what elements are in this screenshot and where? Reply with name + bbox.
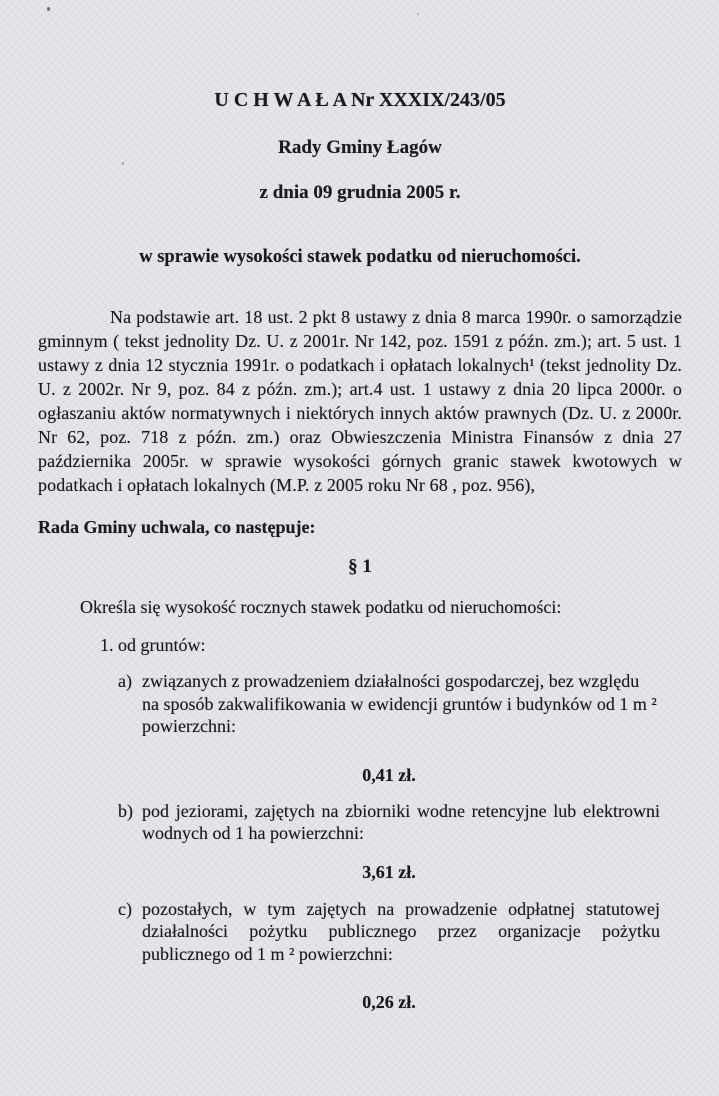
tax-item-a — [118, 670, 660, 738]
rate-item-c: 0,26 zł. — [362, 992, 416, 1012]
item-a-label: a) — [118, 671, 132, 691]
resolution-title: U C H W A Ł A Nr XXXIX/243/05 — [214, 89, 506, 111]
resolution-date: z dnia 09 grudnia 2005 r. — [259, 182, 461, 203]
rate-item-a: 0,41 zł. — [362, 764, 416, 785]
tax-item-c — [118, 898, 660, 966]
section-1-intro: Określa się wysokość rocznych stawek podatku od nieruchomości: — [80, 597, 562, 617]
item-b-text: pod jeziorami, zajętych na zbiorniki wodne retencyjne lub elektrowni wodnych od 1 ha powierzchni: — [142, 800, 660, 843]
section-1-heading: § 1 — [348, 556, 372, 577]
resolution-subject: w sprawie wysokości stawek podatku od nieruchomości. — [139, 247, 581, 267]
enacting-clause: Rada Gminy uchwala, co następuje: — [38, 517, 316, 537]
list-heading-od-gruntow: 1. od gruntów: — [100, 635, 206, 655]
item-c-label: c) — [118, 898, 132, 919]
rate-item-b: 3,61 zł. — [362, 861, 416, 882]
scan-speck — [122, 162, 124, 165]
legal-basis-paragraph: Na podstawie art. 18 ust. 2 pkt 8 ustawy z dnia 8 marca 1990r. o samorządzie gminnym ( tekst jednolity Dz. U. z 2001r. Nr 142, poz. 1591 z późn. zm.); art. 5 ust. 1 ustawy z dnia 12 stycznia 1991r. o podatkach i opłatach lokalnych¹ (tekst jednolity Dz. U. z 2002r. Nr 9, poz. 84 z późn. zm.); art.4 ust. 1 ustawy z dnia 20 lipca 2000r. o ogłaszaniu aktów normatywnych i niektórych innych aktów prawnych (Dz. U. z 2000r. Nr 62, poz. 718 z późn. zm.) oraz Obwieszczenia Ministra Finansów z dnia 27 października 2005r. w sprawie wysokości górnych granic stawek kwotowych w podatkach i opłatach lokalnych (M.P. z 2005 roku Nr 68 , poz. 956), — [38, 307, 682, 495]
item-b-label: b) — [118, 800, 133, 821]
item-a-text: związanych z prowadzeniem działalności gospodarczej, bez względu na sposób zakwalifikowania w ewidencji gruntów i budynków od 1 m ² powierzchni: — [142, 671, 657, 736]
tax-item-b — [118, 800, 660, 845]
issuing-body: Rady Gminy Łagów — [278, 137, 442, 158]
scan-speck — [417, 13, 419, 15]
item-c-text: pozostałych, w tym zajętych na prowadzenie odpłatnej statutowej działalności pożytku publicznego przez organizacje pożytku publicznego od 1 m ² powierzchni: — [142, 898, 660, 964]
scan-speck — [47, 7, 50, 11]
